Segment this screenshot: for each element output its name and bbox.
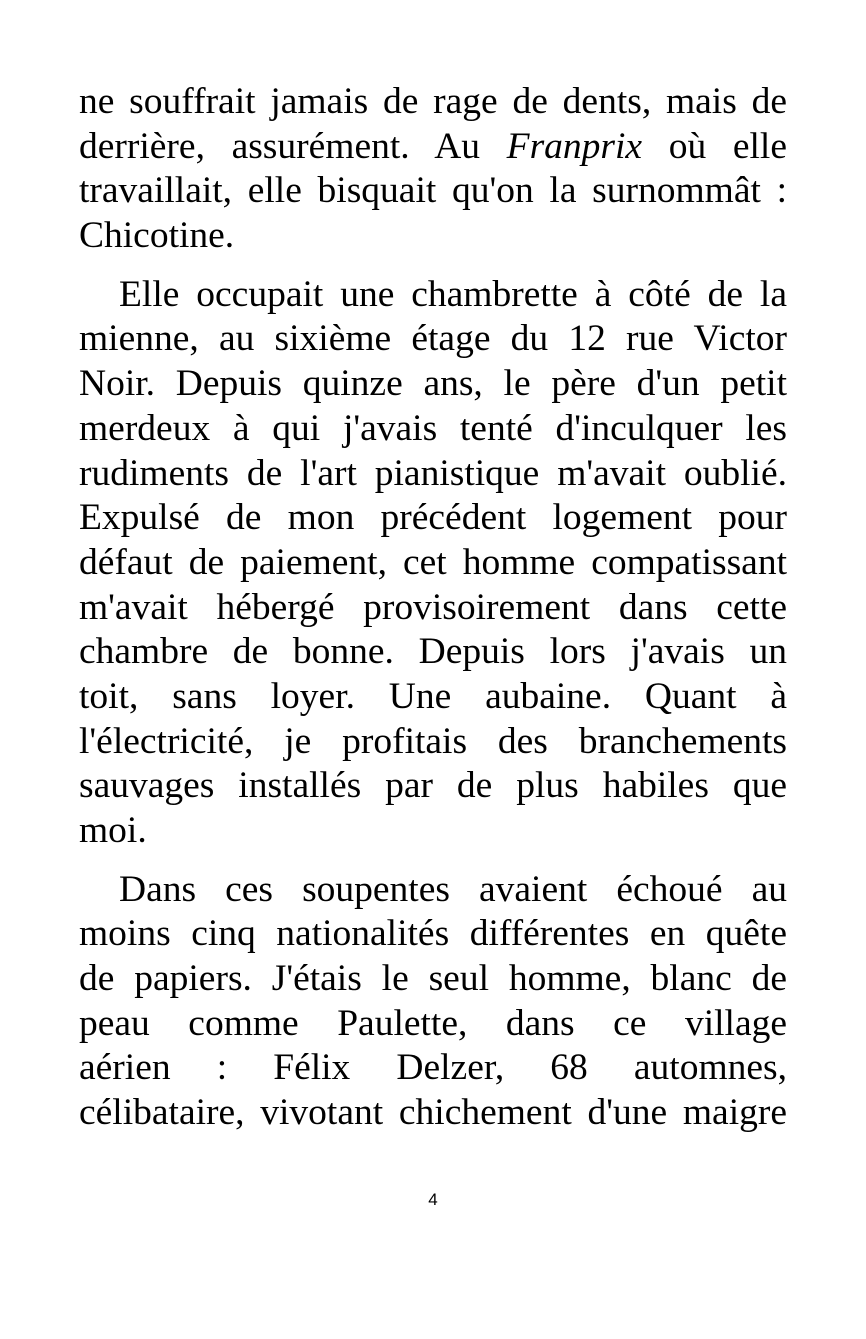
text-run: merdeux à qui j'avais tenté d'inculquer les: [79, 407, 787, 449]
text-run: ne souffrait jamais de rage de dents, mais de: [79, 81, 787, 122]
text-line: [79, 868, 787, 913]
text-line: [79, 214, 787, 259]
paragraph: [79, 868, 787, 1136]
text-run: sauvages installés par de plus habiles que: [79, 765, 787, 807]
text-run: Dans ces soupentes avaient échoué au: [119, 868, 787, 910]
text-line: [79, 80, 787, 125]
text-run: m'avait hébergé provisoirement dans cette: [79, 586, 787, 628]
text-line: [79, 362, 787, 407]
text-run: Chicotine.: [79, 215, 235, 257]
text-line: [79, 452, 787, 497]
text-run: Expulsé de mon précédent logement pour: [79, 497, 787, 539]
text-run: peau comme Paulette, dans ce village: [79, 1002, 787, 1044]
text-run: Elle occupait une chambrette à côté de la: [119, 273, 787, 315]
text-line: [79, 630, 787, 675]
text-line: [79, 273, 787, 318]
text-run: l'électricité, je profitais des branchements: [79, 720, 787, 762]
text-run: travaillait, elle bisquait qu'on la surnommât :: [79, 170, 787, 212]
paragraph-gap: [79, 259, 787, 273]
text-line: [79, 720, 787, 765]
text-line: [79, 764, 787, 809]
text-line: [79, 1002, 787, 1047]
text-line: [79, 1091, 787, 1136]
text-line: [79, 125, 787, 170]
text-line: [79, 586, 787, 631]
text-run: moins cinq nationalités différentes en quête: [79, 913, 787, 955]
text-line: [79, 496, 787, 541]
text-run: moi.: [79, 810, 147, 851]
text-run: de papiers. J'étais le seul homme, blanc de: [79, 958, 787, 1000]
text-run: toit, sans loyer. Une aubaine. Quant à: [79, 675, 787, 717]
text-line: [79, 317, 787, 362]
paragraph: [79, 273, 787, 854]
text-line: [79, 407, 787, 452]
paragraph-gap: [79, 854, 787, 868]
text-run: derrière, assurément. Au: [79, 125, 507, 167]
text-run: célibataire, vivotant chichement d'une maigre: [79, 1092, 787, 1134]
text-line: [79, 541, 787, 586]
paragraph: [79, 80, 787, 259]
body-text: [79, 80, 787, 1136]
text-run: rudiments de l'art pianistique m'avait oublié.: [79, 452, 787, 494]
text-line: [79, 675, 787, 720]
page-number: 4: [428, 1190, 438, 1209]
text-run: défaut de paiement, cet homme compatissant: [79, 541, 787, 583]
text-line: [79, 957, 787, 1002]
text-run: où elle: [642, 125, 787, 167]
text-line: [79, 1046, 787, 1091]
text-line: [79, 912, 787, 957]
text-line: [79, 169, 787, 214]
text-line: [79, 809, 787, 854]
italic-text: Franprix: [506, 125, 643, 167]
text-run: chambre de bonne. Depuis lors j'avais un: [79, 631, 787, 673]
text-run: aérien : Félix Delzer, 68 automnes,: [79, 1047, 787, 1089]
text-run: Noir. Depuis quinze ans, le père d'un petit: [79, 363, 787, 405]
text-run: mienne, au sixième étage du 12 rue Victor: [79, 318, 787, 360]
